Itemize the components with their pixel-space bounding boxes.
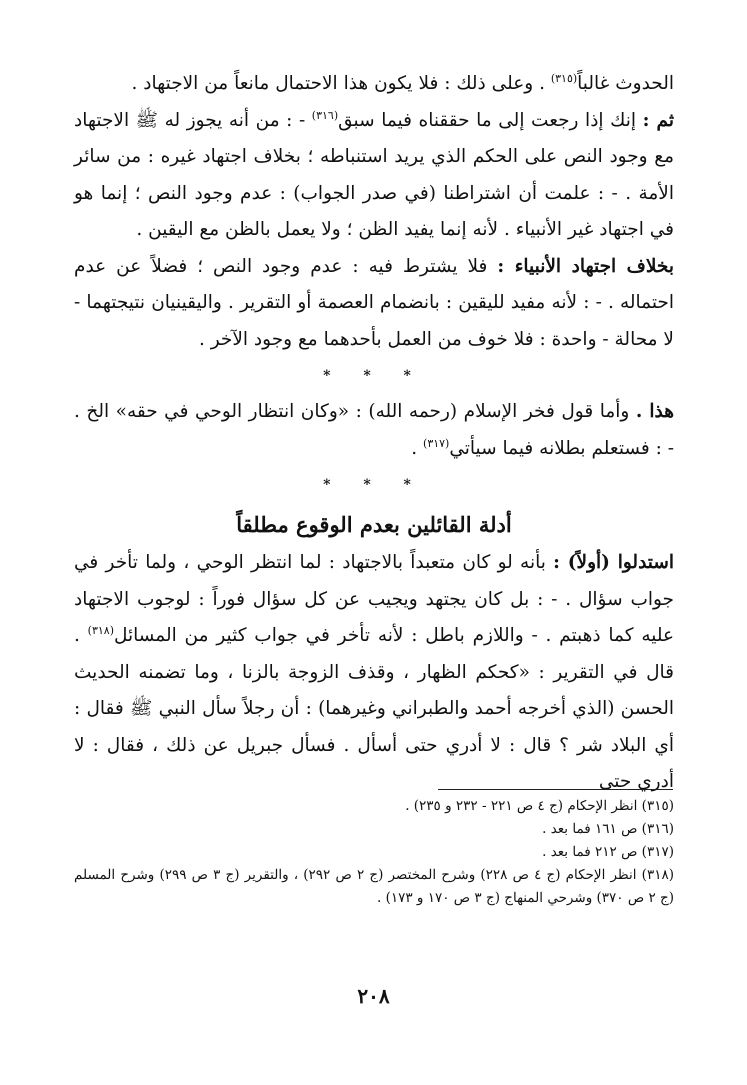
footnote-ref-318[interactable]: (٣١٨) — [87, 623, 114, 637]
paragraph-5 — [74, 545, 674, 801]
footnote-316: (٣١٦) ص ١٦١ فما بعد . — [542, 821, 674, 837]
text: فلا يشترط فيه : عدم وجود النص ؛ فضلاً عن عدم احتماله . - : لأنه مفيد لليقين : بانضمام العصمة أو التقرير . واليقينيان نتيجتهما - لا محالة - واحدة : فلا خوف من العمل بأحدهما مع وجود الآخر . — [74, 255, 674, 350]
paragraph-3 — [74, 249, 674, 359]
footnote-318: (٣١٨) انظر الإحكام (ج ٤ ص ٢٢٨) وشرح المختصر (ج ٢ ص ٢٩٢) ، والتقرير (ج ٣ ص ٢٩٩) وشرح المسلم (ج ٢ ص ٣٧٠) وشرحي المنهاج (ج ٣ ص ١٧٠ و ١٧٣) . — [74, 867, 674, 906]
paragraph-label: ثم : — [642, 109, 674, 131]
footnote-315: (٣١٥) انظر الإحكام (ج ٤ ص ٢٢١ - ٢٣٢ و ٢٣٥) . — [405, 798, 674, 814]
footnotes — [74, 795, 674, 910]
paragraph-label: هذا . — [635, 401, 674, 422]
text: وأما قول فخر الإسلام (رحمه الله) : «وكان انتظار الوحي في حقه» الخ . - : فستعلم بطلانه فيما سيأتي — [74, 401, 674, 459]
footnote-ref-316[interactable]: (٣١٦) — [311, 108, 339, 122]
text: . — [411, 437, 424, 459]
section-heading: أدلة القائلين بعدم الوقوع مطلقاً — [236, 512, 512, 537]
paragraph-label: بخلاف اجتهاد الأنبياء : — [497, 255, 674, 277]
page-body — [74, 66, 674, 801]
paragraph-label: استدلوا (أولاً) : — [553, 552, 675, 573]
paragraph-1 — [74, 66, 674, 103]
footnote-317: (٣١٧) ص ٢١٢ فما بعد . — [542, 844, 674, 860]
section-separator: * * * — [323, 477, 425, 493]
footnote-ref-315[interactable]: (٣١٥) — [550, 71, 578, 85]
text: بأنه لو كان متعبداً بالاجتهاد : لما انتظر الوحي ، ولما تأخر في جواب سؤال . - : بل كان يجتهد ويجيب عن كل سؤال فوراً : لوجوب الاجتهاد عليه كما ذهبتم . - واللازم باطل : لأنه تأخر في جواب كثير من المسائل — [74, 552, 674, 646]
text: إنك إذا رجعت إلى ما حققناه فيما سبق — [338, 109, 643, 131]
footnote-ref-317[interactable]: (٣١٧) — [423, 436, 450, 450]
paragraph-4 — [74, 394, 674, 467]
text: . قال في التقرير : «كحكم الظهار ، وقذف الزوجة بالزنا ، وما تضمنه الحديث الحسن (الذي أخرجه أحمد والطبراني وغيرهما) : أن رجلاً سأل النبي ﷺ فقال : أي البلاد شر ؟ قال : لا أدري حتى أسأل . فسأل جبريل عن ذلك ، فقال : لا أدري حتى — [74, 625, 674, 792]
text: الحدوث غالباً — [577, 73, 674, 94]
footnote-divider — [438, 789, 673, 790]
section-separator: * * * — [323, 368, 425, 384]
text: - : من أنه يجوز له ﷺ الاجتهاد مع وجود النص على الحكم الذي يريد استنباطه ؛ بخلاف اجتهاد غيره : من سائر الأمة . - : علمت أن اشتراطنا (في صدر الجواب) : عدم وجود النص ؛ إنما هو في اجتهاد غير الأنبياء . لأنه إنما يفيد الظن ؛ ولا يعمل بالظن مع اليقين . — [74, 109, 674, 240]
page-number: ٢٠٨ — [357, 984, 390, 1008]
text: . وعلى ذلك : فلا يكون هذا الاحتمال مانعاً من الاجتهاد . — [131, 73, 551, 94]
paragraph-2 — [74, 103, 674, 249]
